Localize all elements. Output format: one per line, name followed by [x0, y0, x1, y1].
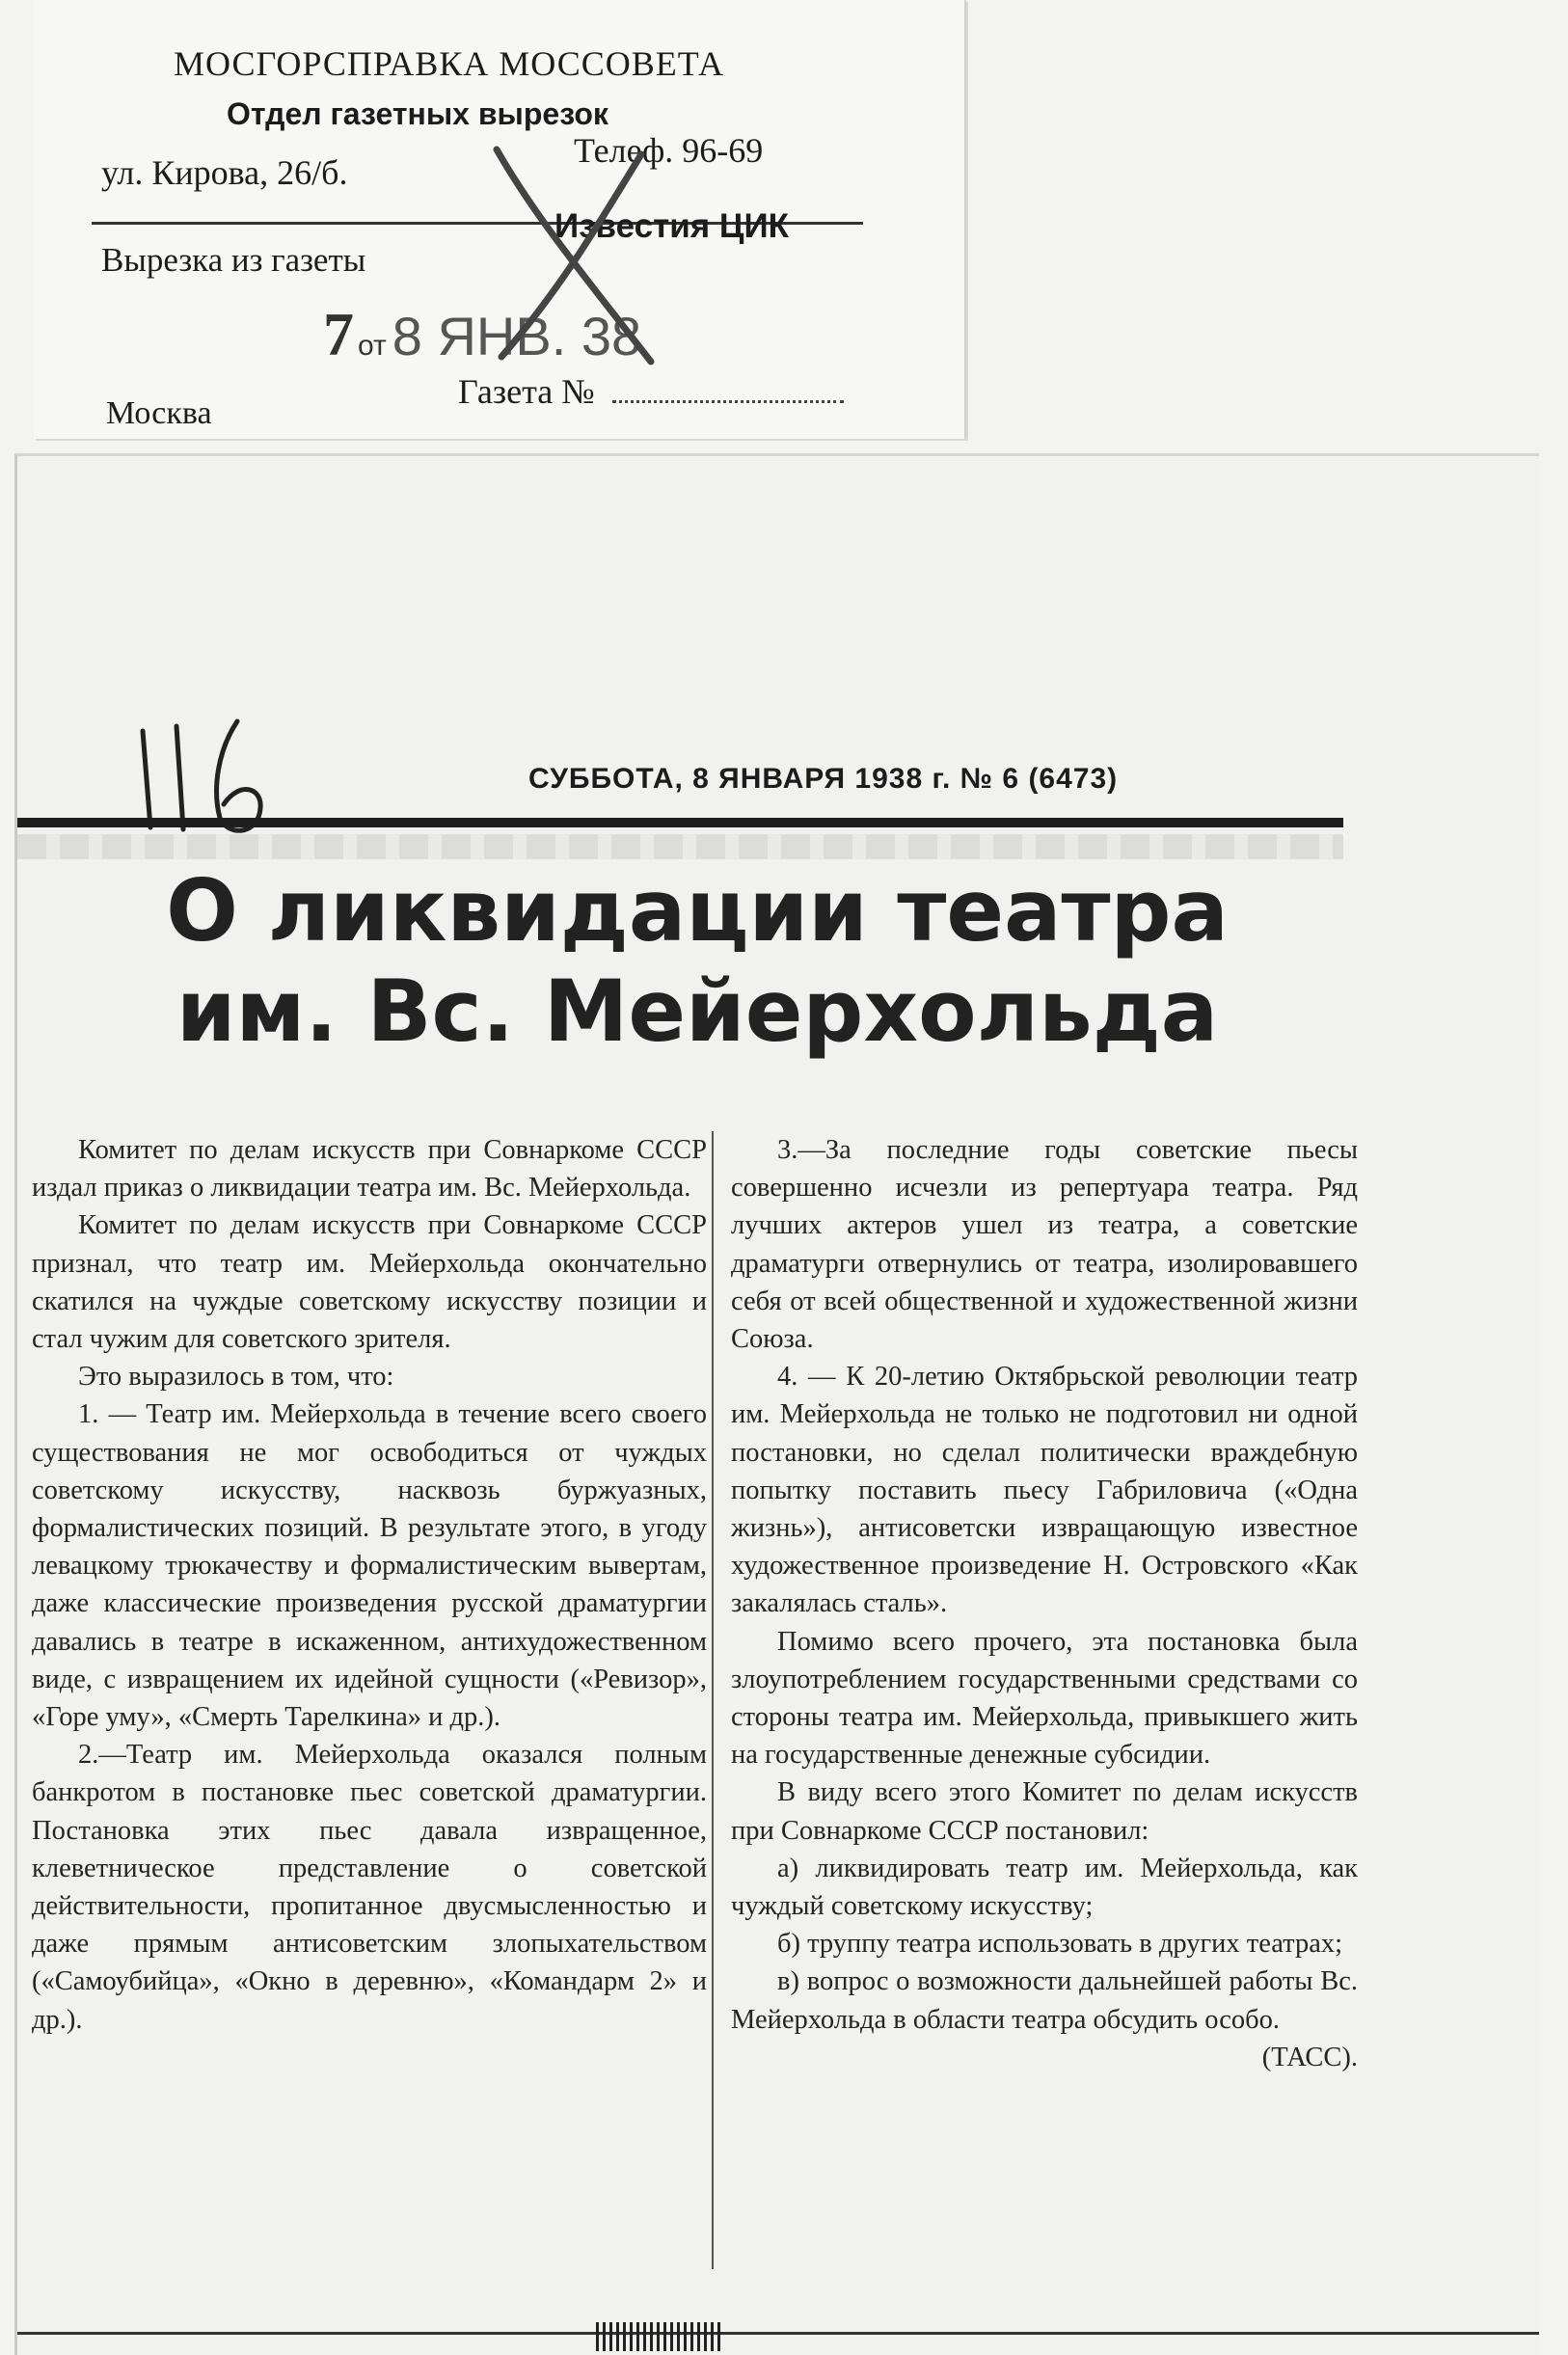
paragraph: Помимо всего прочего, эта постановка была злоупотреблением государственными средствами со стороны театра им. Мейерхольда, привыкшего жить на государственные денежные субсидии.: [731, 1626, 1358, 1771]
article-headline: [56, 861, 1338, 1062]
paragraph: а) ликвидировать театр им. Мейерхольда, как чуждый советскому искусству;: [731, 1853, 1358, 1922]
paragraph: Это выразилось в том, что:: [78, 1362, 394, 1393]
handwritten-x-mark: [458, 130, 680, 381]
paragraph: В виду всего этого Комитет по делам искусств при Совнаркоме СССР постановил:: [731, 1777, 1358, 1846]
stamp-date-value: 8 ЯНВ. 38: [392, 306, 642, 366]
paragraph: Комитет по делам искусств при Совнаркоме СССР издал приказ о ликвидации театра им. Вс. Мейерхольда.: [32, 1135, 707, 1204]
header-bleed-through: [17, 834, 1343, 859]
stamp-gazette-number-label: Газета №: [458, 372, 595, 411]
article-column-right: [731, 1131, 1358, 2076]
paragraph: б) труппу театра использовать в других театрах;: [777, 1929, 1343, 1960]
bottom-bar-mark: [596, 2322, 721, 2351]
header-rule: [17, 818, 1343, 827]
issue-dateline: СУББОТА, 8 ЯНВАРЯ 1938 г. № 6 (6473): [528, 763, 1119, 795]
stamp-organization: МОСГОРСПРАВКА МОССОВЕТА: [174, 44, 724, 83]
stamp-date-from: от: [358, 330, 387, 362]
stamp-date-handwritten: 7: [323, 300, 354, 368]
bottom-rule: [17, 2332, 1539, 2335]
article-column-left: [17, 1131, 707, 2039]
headline-line-1: О ликвидации театра: [166, 861, 1229, 961]
newspaper-clipping: [14, 453, 1539, 2355]
column-divider: [712, 1131, 714, 2269]
paragraph: 2.—Театр им. Мейерхольда оказался полным банкротом в постановке пьес советской драматургии. Постановка этих пьес давала извращенное, клеветническое представление о советской действительности, пропитанное двусмысленностью и даже прямым антисоветским злопыхательством («Самоубийца», «Окно в деревню», «Командарм 2» и др.).: [32, 1740, 707, 2035]
stamp-department: Отдел газетных вырезок: [227, 96, 608, 131]
stamp-number-blank: [612, 400, 844, 403]
stamp-newspaper-name: Известия ЦИК: [554, 207, 789, 245]
stamp-city: Москва: [106, 395, 212, 431]
paragraph: 4. — К 20-летию Октябрьской революции театр им. Мейерхольда не только не подготовил ни одной постановки, но сделал политически враждебную попытку поставить пьесу Габриловича («Одна жизнь»), антисоветски извращающую известное художественное произведение Н. Островского «Как закалялась сталь».: [731, 1362, 1358, 1619]
paragraph: [731, 1962, 1358, 2072]
final-paragraph: в) вопрос о возможности дальнейшей работы Вс. Мейерхольда в области театра обсудить особо.: [731, 1966, 1358, 2035]
news-agency-source: (ТАСС).: [1261, 2042, 1358, 2072]
paragraph: Комитет по делам искусств при Совнаркоме СССР признал, что театр им. Мейерхольда окончательно скатился на чуждые советскому искусству позиции и стал чужим для советского зрителя.: [32, 1210, 707, 1355]
stamp-cutting-label: Вырезка из газеты: [101, 241, 366, 279]
paragraph: 3.—За последние годы советские пьесы совершенно исчезли из репертуара театра. Ряд лучших актеров ушел из театра, а советские драматурги отвернулись от театра, изолировавшего себя от всей общественной и художественной жизни Союза.: [731, 1135, 1358, 1355]
paragraph: 1. — Театр им. Мейерхольда в течение всего своего существования не мог освободиться от чуждых советскому искусству, насквозь буржуазных, формалистических позиций. В результате этого, в угоду левацкому трюкачеству и формалистическим вывертам, даже классические произведения русской драматургии давались в театре в искаженном, антихудожественном виде, с извращением их идейной сущности («Ревизор», «Горе уму», «Смерть Тарелкина» и др.).: [32, 1399, 707, 1733]
archive-stamp-label: [34, 0, 966, 439]
headline-line-2: им. Вс. Мейерхольда: [176, 961, 1219, 1061]
stamp-phone: Телеф. 96-69: [574, 131, 764, 170]
stamp-address: ул. Кирова, 26/б.: [101, 153, 348, 192]
